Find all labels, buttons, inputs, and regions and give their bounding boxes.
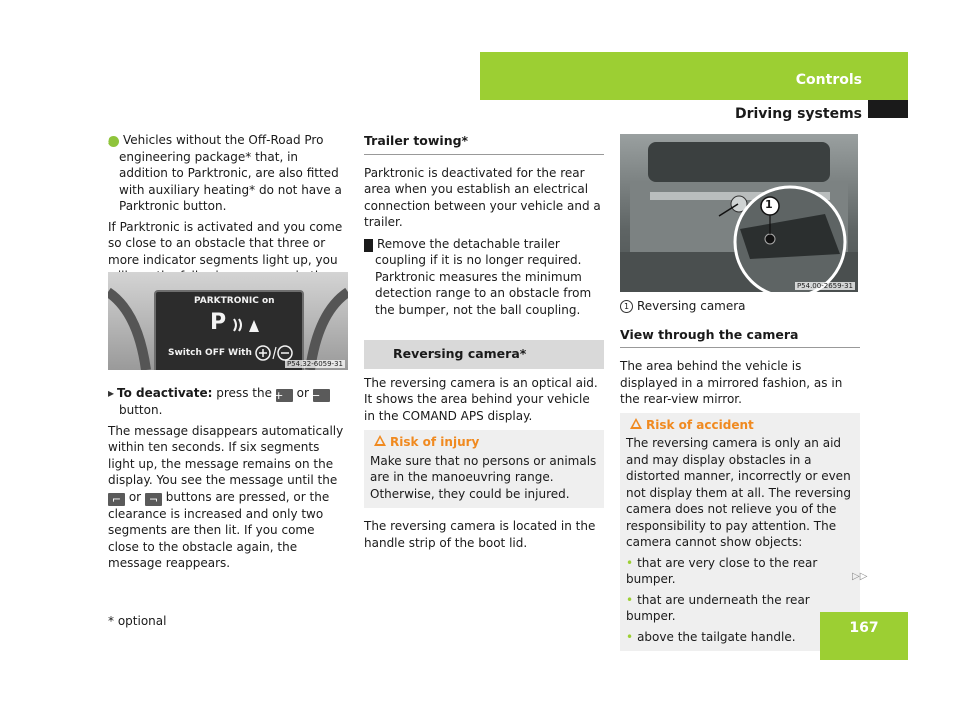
display-screen [154, 290, 304, 370]
trailer-heading: Trailer towing* [364, 133, 604, 155]
injury-warning-title: Risk of injury [364, 434, 598, 451]
info-note: i Vehicles without the Off-Road Pro engineering package* that, in addition to Parktronic, are also fitted with auxiliary heating* do not have a Parktronic button. [106, 133, 342, 213]
middle-column [360, 133, 604, 556]
callout-circle-icon: 1 [620, 300, 633, 313]
section-marker [868, 100, 908, 118]
figure-code: P54.32-6059-31 [286, 360, 343, 368]
callout-number: 1 [765, 198, 773, 211]
section-title: Controls [795, 72, 862, 88]
warning-triangle-icon [630, 418, 642, 429]
disappear-paragraph: The message disappears automatically within ten seconds. If six segments light up, the message remains on the display. You see the message until the ⌐ or ¬ buttons are pressed, or the clearance is increased and only two segments are then lit. If you come close to the obstacle again, the message reappears. [108, 423, 344, 570]
injury-warning-text: Make sure that no persons or animals are in the manoeuvring range. Otherwise, they could be injured. [370, 453, 597, 501]
parktronic-display-figure [108, 272, 348, 370]
left-column-lower [108, 385, 348, 577]
back-button-icon: ⌐ [108, 493, 125, 506]
step-arrow-icon: ▸ [108, 386, 115, 400]
parking-p-symbol: P [210, 310, 227, 335]
view-paragraph: The area behind the vehicle is displayed in a mirrored fashion, as in the rear-view mirror. [620, 359, 843, 406]
bullet-icon: • [626, 555, 634, 570]
right-column [620, 298, 860, 661]
forward-button-icon: ¬ [145, 493, 162, 506]
continue-arrows-icon: ▷▷ [852, 571, 868, 582]
photo-caption: 1 Reversing camera [620, 298, 860, 315]
plus-button-icon: + [276, 389, 293, 402]
list-item: • that are underneath the rear bumper. [626, 592, 810, 623]
info-icon: i [108, 136, 119, 147]
trailer-warning: ! Remove the detachable trailer coupling if it is no longer required. Parktronic measures the minimum detection range to an obstacle from the bumper, not the ball coupling. [360, 236, 592, 317]
footnote: * optional [108, 614, 167, 628]
minus-button-icon: − [313, 389, 330, 402]
camera-heading: Reversing camera* [364, 340, 604, 369]
view-heading: View through the camera [620, 327, 860, 349]
rear-vehicle-photo [620, 134, 858, 292]
bullet-icon: • [626, 592, 634, 607]
sensor-waves-icon [232, 316, 260, 334]
accident-warning-text: The reversing camera is only an aid and may display obstacles in a distorted manner, incorrectly or even not display them at all. The reversing camera does not relieve you of the responsibility to pay attention. The camera cannot show objects: [626, 436, 852, 549]
car-rear-graphic [620, 134, 858, 292]
display-title: PARKTRONIC on [194, 296, 275, 306]
camera-paragraph: The reversing camera is an optical aid. It shows the area behind your vehicle in the COMAND APS display. [364, 375, 598, 423]
bullet-icon: • [626, 629, 634, 644]
photo-code: P54.00-2659-31 [796, 282, 853, 290]
trailer-paragraph: Parktronic is deactivated for the rear area when you establish an electrical connection between your vehicle and a trailer. [364, 165, 601, 229]
page-title: Driving systems [734, 106, 862, 122]
display-switch-text: Switch OFF With [168, 348, 252, 358]
page-number: 167 [849, 620, 879, 636]
list-item: • above the tailgate handle. [626, 629, 796, 644]
warning-triangle-icon [374, 435, 386, 446]
deactivate-step: ▸ To deactivate: press the + or − button. [108, 385, 348, 419]
exclamation-icon: ! [364, 239, 373, 252]
location-paragraph: The reversing camera is located in the handle strip of the boot lid. [364, 519, 596, 550]
accident-warning-title: Risk of accident [620, 417, 854, 434]
intro-paragraph: If Parktronic is activated and you come so close to an obstacle that three or more indicator segments light up, you [108, 219, 343, 267]
injury-warning-box [364, 430, 604, 508]
list-item: • that are very close to the rear bumper. [626, 555, 818, 586]
